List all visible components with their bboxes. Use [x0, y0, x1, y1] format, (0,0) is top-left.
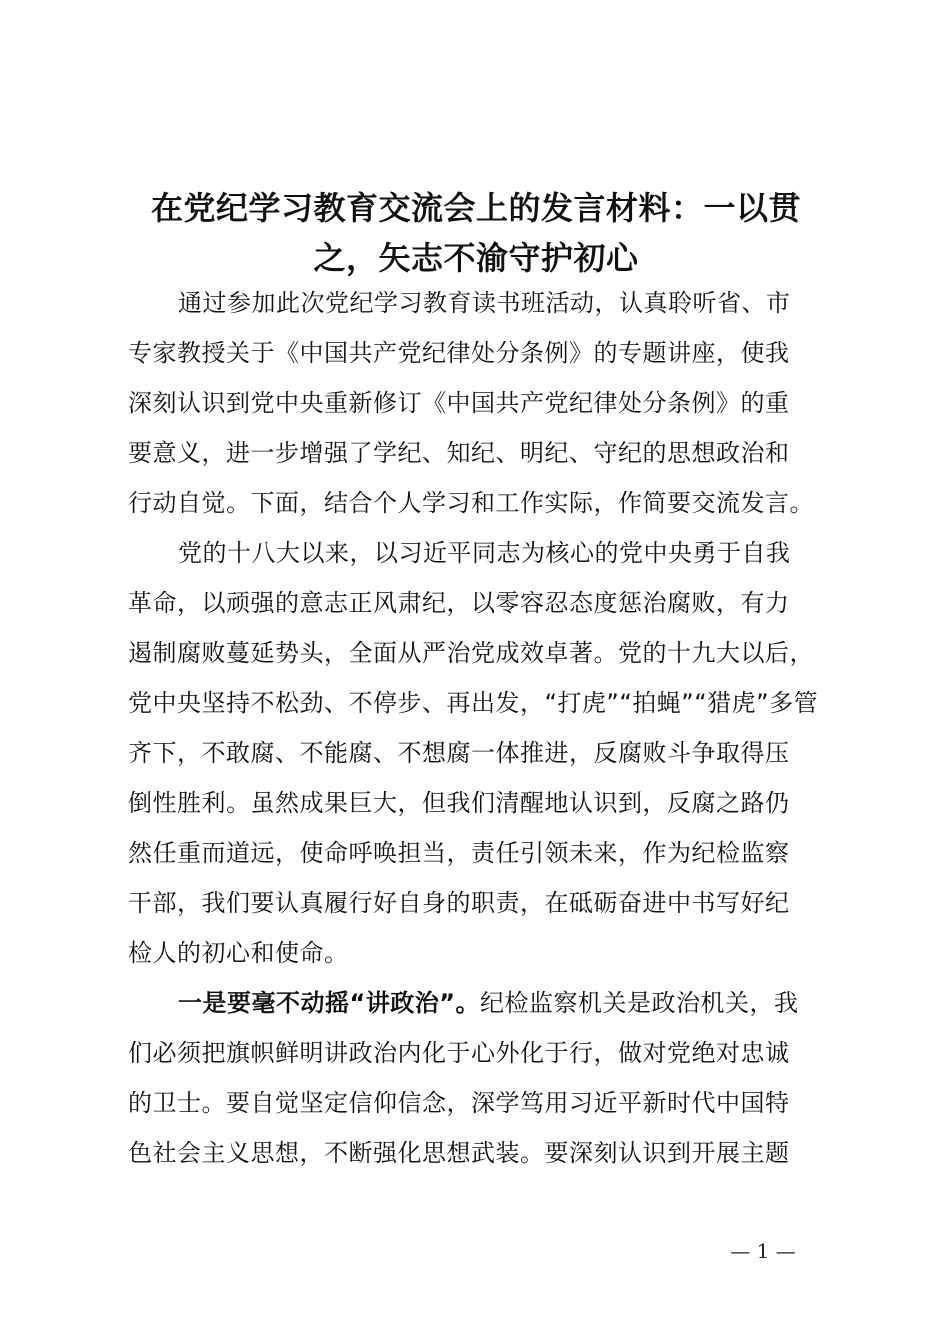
text-line: 党中央坚持不松劲、不停步、再出发，“打虎”“拍蝇”“猎虎”多管 [128, 689, 819, 717]
document-body [128, 278, 838, 1178]
paragraph-point-one [128, 978, 838, 1178]
text-line: 深刻认识到党中央重新修订《中国共产党纪律处分条例》的重 [128, 389, 790, 417]
text-line: 专家教授关于《中国共产党纪律处分条例》的专题讲座，使我 [128, 339, 790, 367]
document-title [120, 183, 832, 283]
text-line: 遏制腐败蔓延势头，全面从严治党成效卓著。党的十九大以后， [128, 639, 814, 667]
title-line-2: 之，矢志不渝守护初心 [313, 239, 639, 277]
point-heading: 一是要毫不动摇“讲政治”。 [178, 989, 481, 1017]
text-line: 色社会主义思想，不断强化思想武装。要深刻认识到开展主题 [128, 1139, 790, 1167]
text-line: 检人的初心和使命。 [128, 939, 349, 967]
paragraph-background [128, 528, 838, 978]
title-line-1: 在党纪学习教育交流会上的发言材料：一以贯 [150, 189, 801, 227]
text-line: 的卫士。要自觉坚定信仰信念，深学笃用习近平新时代中国特 [128, 1089, 790, 1117]
text-line: 干部，我们要认真履行好自身的职责，在砥砺奋进中书写好纪 [128, 889, 790, 917]
text-line: 齐下，不敢腐、不能腐、不想腐一体推进，反腐败斗争取得压 [128, 739, 790, 767]
text-line: 要意义，进一步增强了学纪、知纪、明纪、守纪的思想政治和 [128, 439, 790, 467]
text-line: 党的十八大以来，以习近平同志为核心的党中央勇于自我 [178, 539, 791, 567]
text-line: 通过参加此次党纪学习教育读书班活动，认真聆听省、市 [178, 289, 791, 317]
text-line: 们必须把旗帜鲜明讲政治内化于心外化于行，做对党绝对忠诚 [128, 1039, 790, 1067]
text-line: 革命，以顽强的意志正风肃纪，以零容忍态度惩治腐败，有力 [128, 589, 790, 617]
text-line: 倒性胜利。虽然成果巨大，但我们清醒地认识到，反腐之路仍 [128, 789, 790, 817]
text-line: 然任重而道远，使命呼唤担当，责任引领未来，作为纪检监察 [128, 839, 790, 867]
text-line: 行动自觉。下面，结合个人学习和工作实际，作简要交流发言。 [128, 489, 814, 517]
text-line [128, 978, 838, 1028]
page-number: — 1 — [730, 1239, 796, 1263]
paragraph-intro [128, 278, 838, 528]
point-text: 纪检监察机关是政治机关，我 [480, 989, 799, 1017]
